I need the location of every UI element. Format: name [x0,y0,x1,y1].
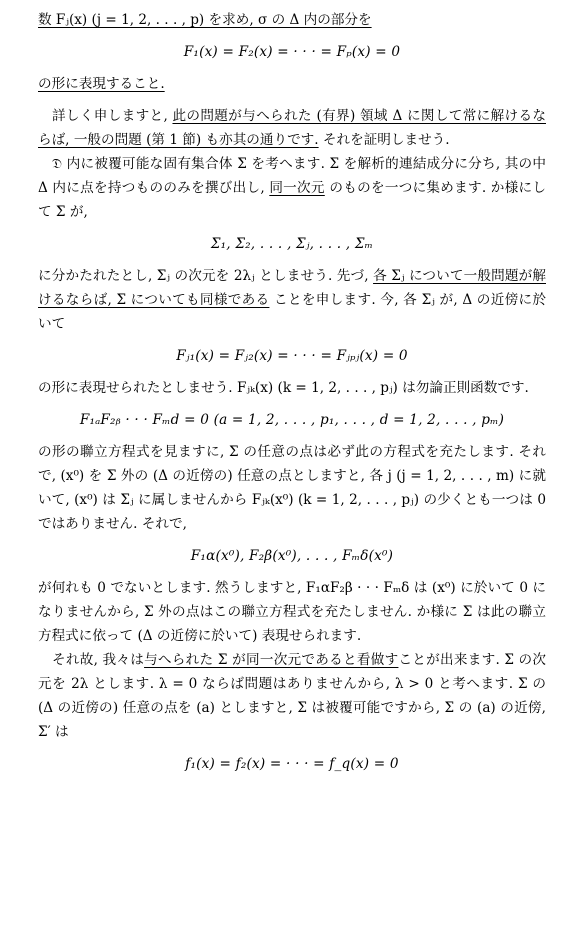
text-line-2 [38,72,546,96]
equation-1: F₁(x) = F₂(x) = · · · = Fₚ(x) = 0 [183,44,401,60]
paragraph-text: に分かたれたとし, Σⱼ の次元を 2λⱼ としませう. 先づ, [38,268,374,284]
paragraph-text: ことが出来ます. Σ の次元を 2λ とします. λ = 0 ならば問題はありませんから, λ > 0 と考へます. Σ の (Δ の近傍の) 任意の点を (a) としますと, Σ は被覆可能ですから, Σ の (a) の近傍, Σ′ は [38,652,546,740]
underlined-text: の形に表現すること. [38,76,165,92]
paragraph-text: ことを申します. 今, 各 Σⱼ が, Δ の近傍に於いて [38,292,546,332]
underlined-text: 此の問題が与へられた (有界) 領域 Δ に関して常に解けるならば, 一般の問題 (第 1 節) も亦其の通りです. [38,108,546,148]
paragraph-6: の形の聯立方程式を見ますに, Σ の任意の点は必ず此の方程式を充たします. それで, (x⁰) を Σ 外の (Δ の近傍の) 任意の点としますと, 各 j (j = 1, 2, . . . , m) に就いて, (x⁰) は Σⱼ に属しませんから Fⱼₖ(x⁰) (k = 1, 2, . . . , pⱼ) の少くとも一つは 0 ではありません. それで, [38,444,546,532]
paragraph-5: の形に表現せられたとしませう. Fⱼₖ(x) (k = 1, 2, . . . , pⱼ) は勿論正則函数です. [38,380,529,396]
paragraph-7: が何れも 0 でないとします. 然うしますと, F₁αF₂β · · · Fₘδ は (x⁰) に於いて 0 になりませんから, Σ 外の点はこの聯立方程式を充たしません. か様に Σ は此の聯立方程式に依って (Δ の近傍に於いて) 表現せられます. [38,580,546,644]
underlined-text: 各 Σⱼ について一般問題が解けるならば, Σ についても同様である [38,268,546,308]
equation-4: F₁ₐF₂ᵦ · · · Fₘd = 0 (a = 1, 2, . . . , p₁, . . . , d = 1, 2, . . . , pₘ) [79,412,505,428]
paragraph-text: それ故, 我々は [52,652,145,668]
paragraph-text: のものを一つに集めます. か様にして Σ が, [38,180,547,220]
underlined-text: 与へられた Σ が同一次元であると看做す [144,652,399,668]
paragraph-text: 詳しく申しますと, [52,108,173,124]
paragraph-4 [38,264,546,336]
equation-5: F₁α(x⁰), F₂β(x⁰), . . . , Fₘδ(x⁰) [190,548,394,564]
equation-2: Σ₁, Σ₂, . . . , Σⱼ, . . . , Σₘ [210,236,374,252]
equation-3: Fⱼ₁(x) = Fⱼ₂(x) = · · · = Fⱼₚⱼ(x) = 0 [176,348,408,364]
paragraph-8 [38,648,546,744]
underlined-text: 同一次元 [269,180,325,196]
paragraph-2 [38,104,546,152]
paragraph-text: それを証明しませう. [318,132,450,148]
paragraph-3 [38,152,546,224]
text-line-1 [38,8,546,32]
equation-6: f₁(x) = f₂(x) = · · · = f_q(x) = 0 [185,756,399,772]
paragraph-text: 𝔇 内に被覆可能な固有集合体 Σ を考へます. Σ を解析的連結成分に分ち, 其の中 Δ 内に点を持つもののみを撰び出し, [38,156,546,196]
underlined-text: 数 Fⱼ(x) (j = 1, 2, . . . , p) を求め, σ の Δ 内の部分を [38,12,372,28]
